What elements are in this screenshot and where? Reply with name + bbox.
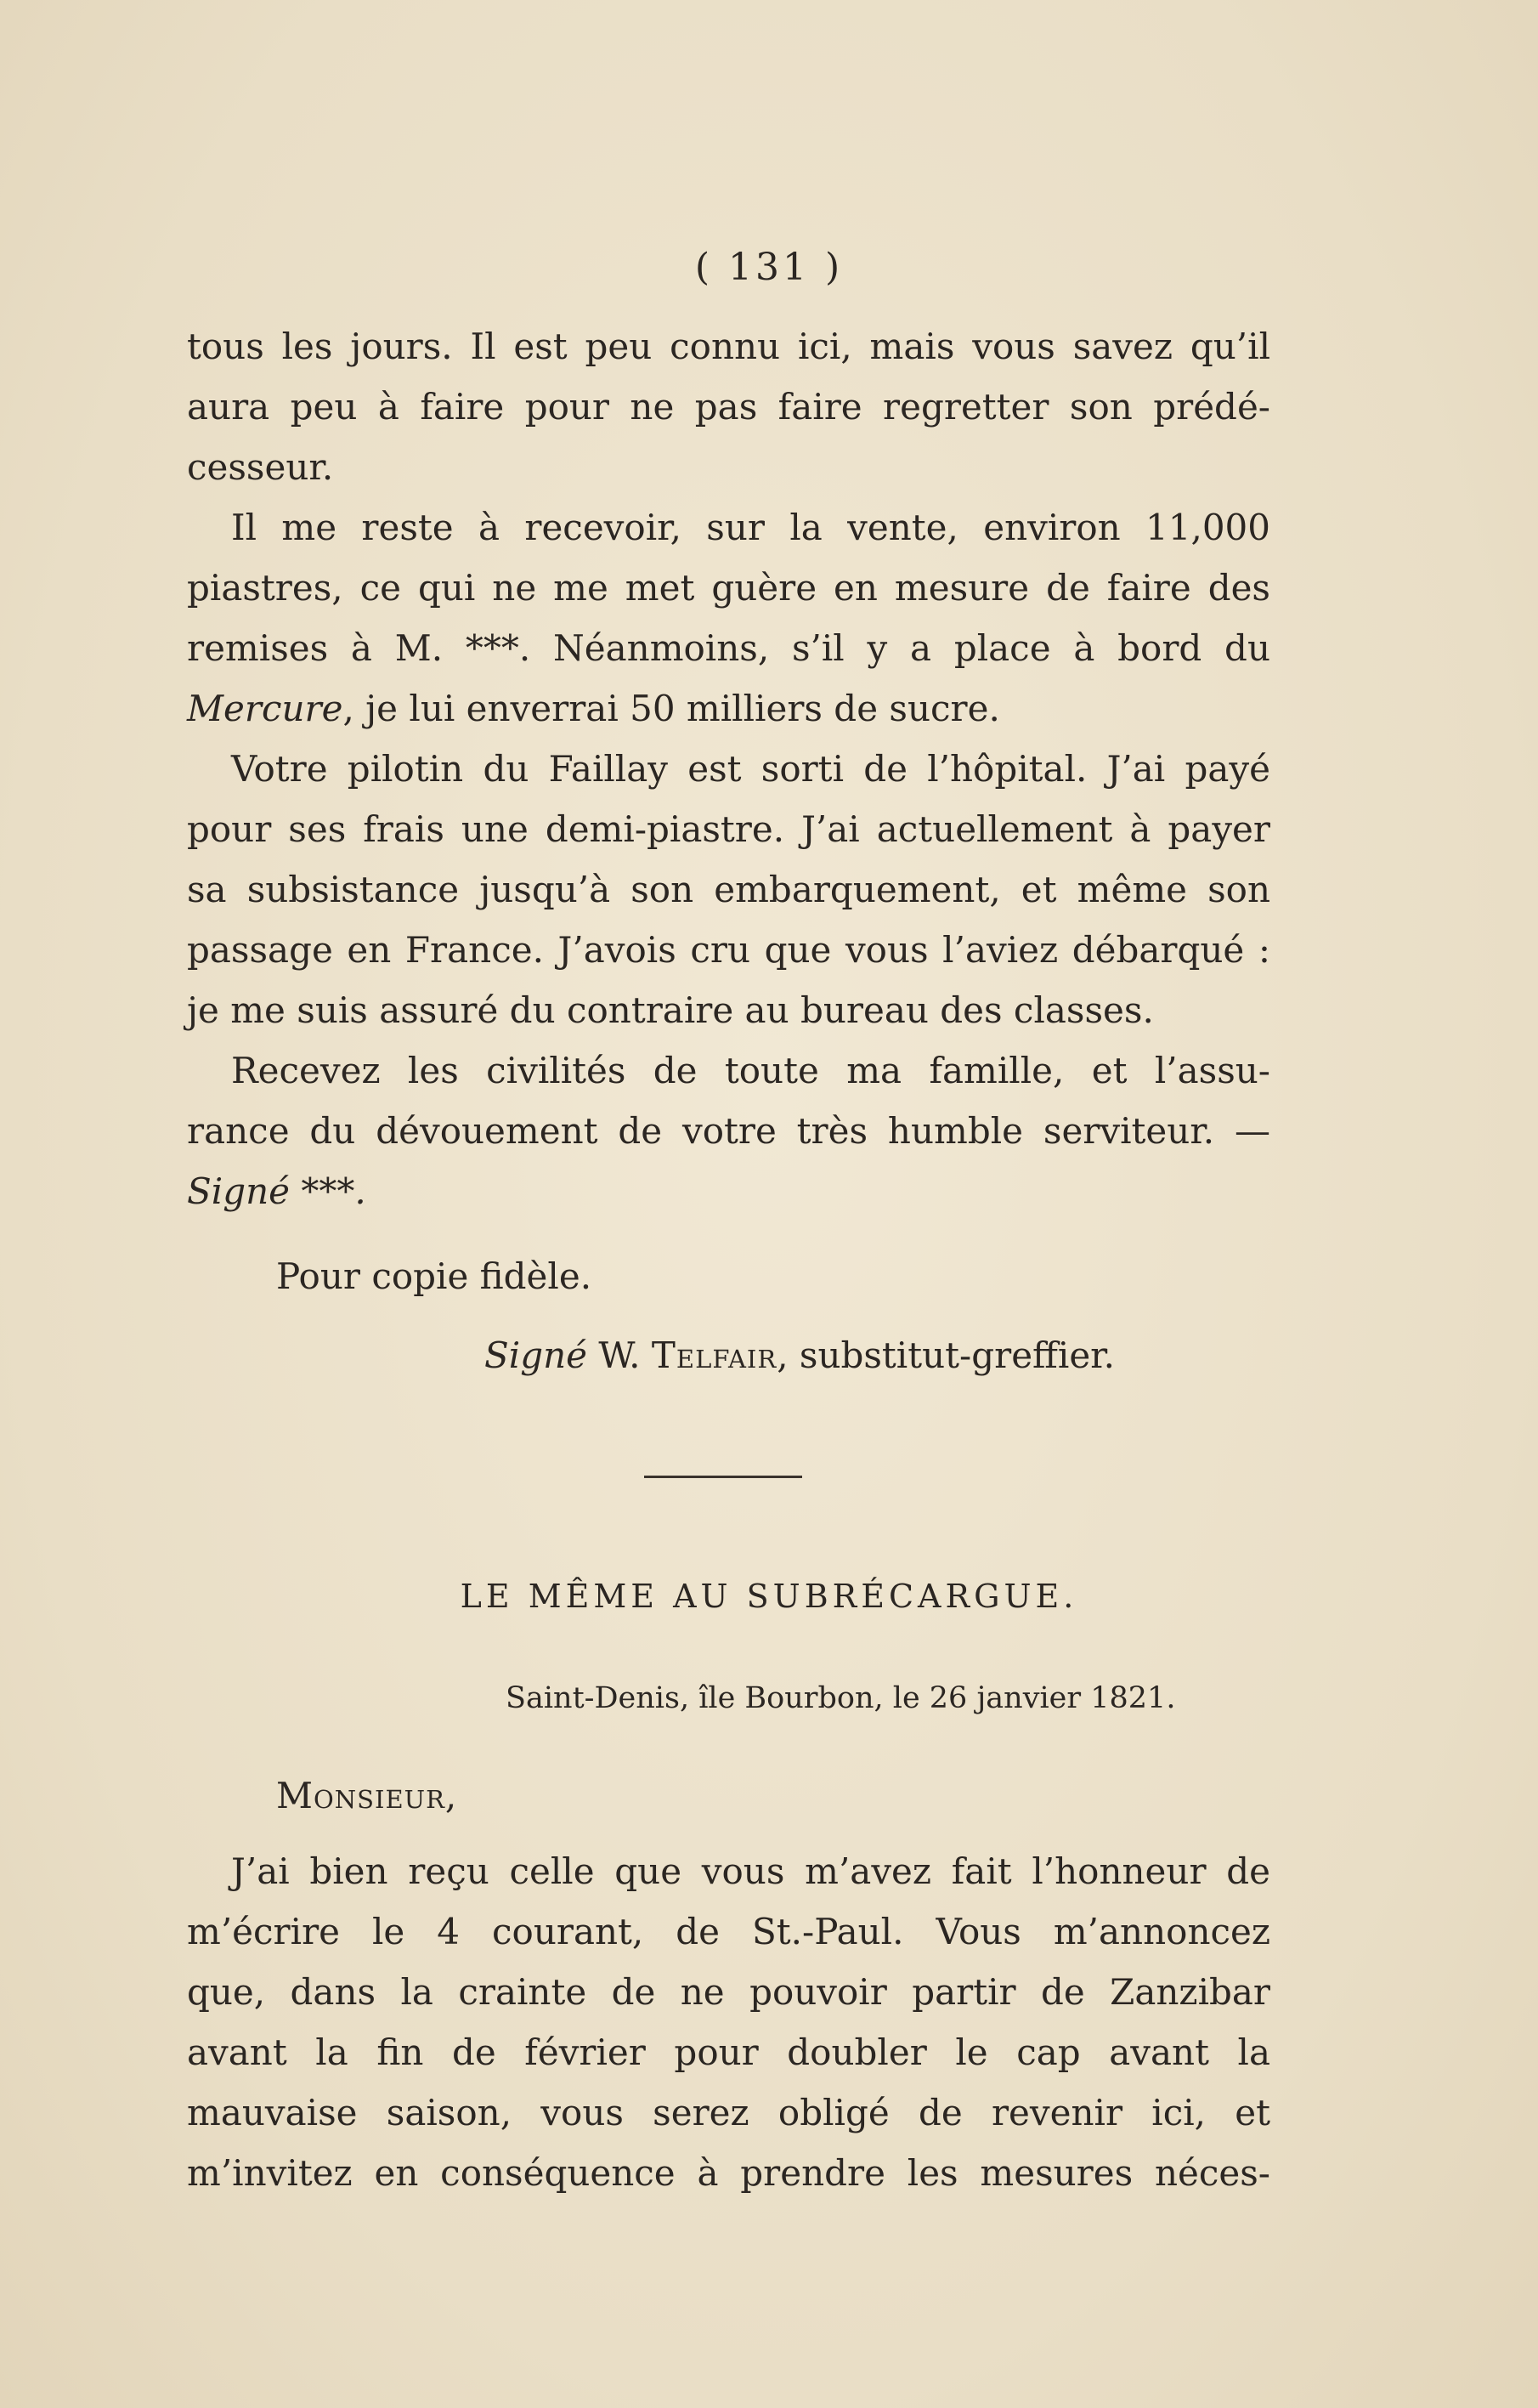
page-number: ( 131 )	[694, 246, 844, 289]
text-line: Il me reste à recevoir, sur la vente, environ 11,000	[231, 507, 1270, 548]
text-line: tous les jours. Il est peu connu ici, mais vous savez qu’il	[187, 326, 1270, 367]
text-fragment: , je lui enverrai 50 milliers de sucre.	[342, 688, 1000, 729]
text-line: m’invitez en conséquence à prendre les mesures néces-	[187, 2152, 1270, 2194]
text-line: je me suis assuré du contraire au bureau des classes.	[187, 989, 1154, 1031]
text-line: mauvaise saison, vous serez obligé de revenir ici, et	[187, 2092, 1270, 2133]
text-line: avant la fin de février pour doubler le cap avant la	[187, 2031, 1270, 2073]
initial: W.	[598, 1334, 641, 1376]
text-line-mercure	[187, 683, 1000, 734]
text-line: passage en France. J’avois cru que vous l’aviez débarqué :	[187, 929, 1270, 971]
text-line: que, dans la crainte de ne pouvoir partir de Zanzibar	[187, 1971, 1270, 2013]
text-line: sa subsistance jusqu’à son embarquement, et même son	[187, 869, 1270, 910]
section-divider	[644, 1476, 802, 1478]
letter-heading: LE MÊME AU SUBRÉCARGUE.	[460, 1578, 1078, 1615]
text-line: m’écrire le 4 courant, de St.-Paul. Vous m’annoncez	[187, 1911, 1270, 1952]
copy-attestation: Pour copie fidèle.	[276, 1255, 592, 1297]
text-line: remises à M. ***. Néanmoins, s’il y a place à bord du	[187, 627, 1270, 669]
text-line: J’ai bien reçu celle que vous m’avez fait l’honneur de	[231, 1850, 1270, 1892]
text-line: pour ses frais une demi-piastre. J’ai actuellement à payer	[187, 808, 1270, 850]
salutation: Monsieur,	[276, 1775, 458, 1816]
text-line: aura peu à faire pour ne pas faire regretter son prédé-	[187, 386, 1270, 428]
clerk-title: , substitut-greffier.	[777, 1334, 1115, 1376]
clerk-signature	[484, 1330, 1115, 1381]
signe-label: Signé	[484, 1334, 587, 1376]
ship-name: Mercure	[187, 688, 343, 729]
text-line: Recevez les civilités de toute ma famille, et l’assu-	[231, 1050, 1270, 1091]
text-line: Votre pilotin du Faillay est sorti de l’hôpital. J’ai payé	[231, 748, 1270, 790]
text-line: rance du dévouement de votre très humble serviteur. —	[187, 1110, 1270, 1152]
clerk-name: Telfair	[651, 1334, 777, 1376]
signature: Signé ***.	[187, 1170, 366, 1212]
text-line: piastres, ce qui ne me met guère en mesure de faire des	[187, 567, 1270, 609]
text-line: cesseur.	[187, 446, 334, 488]
dateline: Saint-Denis, île Bourbon, le 26 janvier 1821.	[506, 1681, 1176, 1715]
